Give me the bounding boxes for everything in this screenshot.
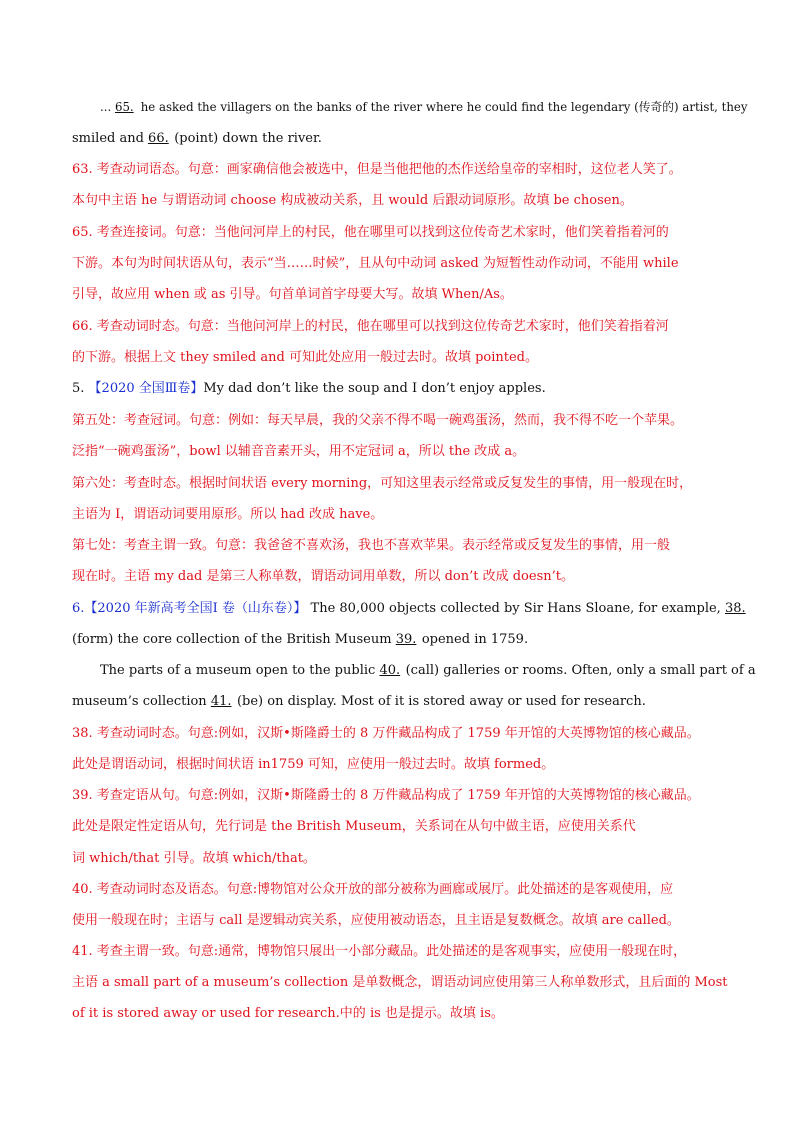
answer-41-line: 41. 考查主谓一致。句意:通常，博物馆只展出一小部分藏品。此处描述的是客观事实，应使用一般现在时， — [72, 944, 687, 959]
answer-39-line: 词 which/that 引导。故填 which/that。 — [72, 851, 316, 866]
question-text: (call) galleries or rooms. Often, only a small part of a — [405, 663, 756, 678]
answer-38-line: 此处是谓语动词，根据时间状语 in1759 可知，应使用一般过去时。故填 formed。 — [72, 757, 555, 772]
passage-line — [100, 97, 748, 117]
answer-41-line: 主语 a small part of a museum’s collection 是单数概念，谓语动词应使用第三人称单数形式，且后面的 Most — [72, 975, 728, 990]
question-5 — [72, 379, 546, 399]
answer-39-line: 39. 考查定语从句。句意:例如，汉斯•斯隆爵士的 8 万件藏品构成了 1759 年开馆的大英博物馆的核心藏品。 — [72, 788, 700, 803]
source-tag: 【2020 年新高考全国Ⅰ 卷（山东卷）】 — [84, 601, 307, 616]
question-text: museum’s collection — [72, 694, 207, 709]
question-number: 6. — [72, 601, 85, 616]
answer-7-line: 现在时。主语 my dad 是第三人称单数，谓语动词用单数，所以 don’t 改成 doesn’t。 — [72, 569, 574, 584]
answer-40-line: 使用一般现在时；主语与 call 是逻辑动宾关系，应使用被动语态，且主语是复数概念。故填 are called。 — [72, 913, 680, 928]
answer-63-line: 63. 考查动词语态。句意：画家确信他会被选中，但是当他把他的杰作送给皇帝的宰相时，这位老人笑了。 — [72, 162, 682, 177]
answer-38-line: 38. 考查动词时态。句意:例如，汉斯•斯隆爵士的 8 万件藏品构成了 1759 年开馆的大英博物馆的核心藏品。 — [72, 726, 700, 741]
question-text: The 80,000 objects collected by Sir Hans Sloane, for example, — [310, 601, 721, 616]
question-text: The parts of a museum open to the public — [100, 663, 376, 678]
passage-text: smiled and — [72, 131, 144, 146]
question-text: opened in 1759. — [421, 632, 529, 647]
blank-39: 39. — [395, 632, 417, 647]
passage-text: (point) down the river. — [174, 131, 322, 146]
answer-65-line: 65. 考查连接词。句意：当他问河岸上的村民，他在哪里可以找到这位传奇艺术家时，他们笑着指着河的 — [72, 225, 669, 240]
passage-line — [72, 129, 322, 149]
answer-6-line: 主语为 I，谓语动词要用原形。所以 had 改成 have。 — [72, 507, 384, 522]
answer-66-line: 66. 考查动词时态。句意：当他问河岸上的村民，他在哪里可以找到这位传奇艺术家时，他们笑着指着河 — [72, 319, 669, 334]
blank-65: 65. — [114, 100, 134, 114]
answer-40-line: 40. 考查动词时态及语态。句意:博物馆对公众开放的部分被称为画廊或展厅。此处描述的是客观使用，应 — [72, 882, 674, 897]
answer-5-line: 第五处：考查冠词。句意：例如：每天早晨，我的父亲不得不喝一碗鸡蛋汤，然而，我不得不吃一个苹果。 — [72, 413, 684, 428]
answer-65-line: 下游。本句为时间状语从句，表示“当……时候”，且从句中动词 asked 为短暂性动作动词，不能用 while — [72, 256, 679, 271]
question-sentence: My dad don’t like the soup and I don’t enjoy apples. — [203, 381, 546, 396]
question-text: (form) the core collection of the British Museum — [72, 632, 392, 647]
question-6 — [72, 599, 747, 619]
blank-41: 41. — [210, 694, 232, 709]
question-6-line — [100, 661, 756, 681]
answer-65-line: 引导，故应用 when 或 as 引导。句首单词首字母要大写。故填 When/As。 — [72, 287, 513, 302]
passage-text: he asked the villagers on the banks of the river where he could find the legendary (传奇的) artist, they — [140, 100, 748, 114]
question-6-line — [72, 692, 646, 712]
answer-39-line: 此处是限定性定语从句，先行词是 the British Museum，关系词在从句中做主语，应使用关系代 — [72, 819, 636, 834]
answer-7-line: 第七处：考查主谓一致。句意：我爸爸不喜欢汤，我也不喜欢苹果。表示经常或反复发生的事情，用一般 — [72, 538, 671, 553]
blank-66: 66. — [148, 131, 169, 146]
answer-5-line: 泛指“一碗鸡蛋汤”，bowl 以辅音音素开头，用不定冠词 a，所以 the 改成 a。 — [72, 444, 526, 459]
answer-6-line: 第六处：考查时态。根据时间状语 every morning，可知这里表示经常或反复发生的事情，用一般现在时， — [72, 476, 693, 491]
answer-41-line: of it is stored away or used for research.中的 is 也是提示。故填 is。 — [72, 1006, 504, 1021]
answer-63-line: 本句中主语 he 与谓语动词 choose 构成被动关系，且 would 后跟动词原形。故填 be chosen。 — [72, 193, 633, 208]
blank-40: 40. — [379, 663, 401, 678]
ellipsis: ... — [100, 100, 112, 114]
answer-66-line: 的下游。根据上文 they smiled and 可知此处应用一般过去时。故填 pointed。 — [72, 350, 538, 365]
question-number: 5. — [72, 381, 85, 396]
question-text: (be) on display. Most of it is stored away or used for research. — [236, 694, 646, 709]
blank-38: 38. — [724, 601, 746, 616]
question-6-line — [72, 630, 528, 650]
source-tag: 【2020 全国Ⅲ卷】 — [88, 381, 204, 396]
